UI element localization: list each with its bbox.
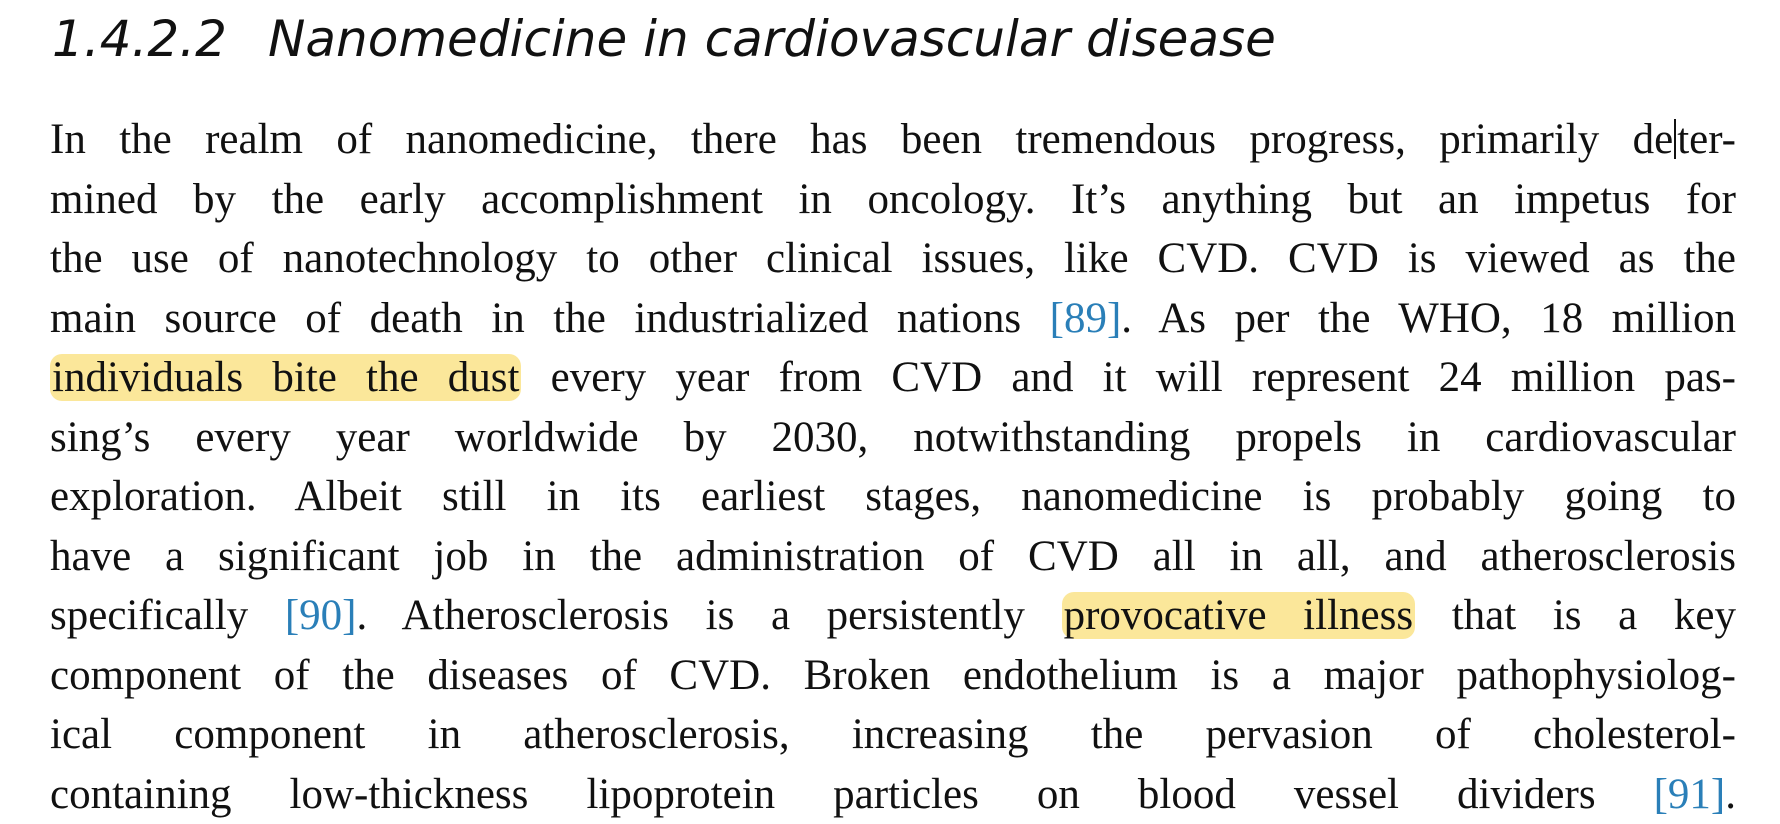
text-run: . As per the WHO, 18 million: [1121, 295, 1736, 342]
text-line: [50, 646, 1736, 706]
citation-link[interactable]: [91]: [1654, 771, 1726, 818]
text-line: [50, 170, 1736, 230]
text-run: containing low-thickness lipoprotein particles on blood vessel dividers: [50, 771, 1654, 818]
section-heading: [52, 10, 1276, 68]
text-line: [50, 408, 1736, 468]
text-line: [50, 229, 1736, 289]
text-line: [50, 527, 1736, 587]
text-line: [50, 765, 1736, 824]
text-run: ical component in atherosclerosis, increasing the pervasion of cholesterol-: [50, 711, 1736, 758]
text-run: specifically: [50, 592, 285, 639]
text-run: the use of nanotechnology to other clinical issues, like CVD. CVD is viewed as the: [50, 235, 1736, 282]
text-run: .: [1725, 771, 1736, 818]
citation-link[interactable]: [90]: [285, 592, 357, 639]
text-run: mined by the early accomplishment in oncology. It’s anything but an impetus for: [50, 176, 1736, 223]
text-run: . Atherosclerosis is a persistently: [356, 592, 1061, 639]
text-line: [50, 586, 1736, 646]
text-run: sing’s every year worldwide by 2030, notwithstanding propels in cardiovascular: [50, 414, 1736, 461]
text-run: every year from CVD and it will represent 24 million pas-: [521, 354, 1736, 401]
text-line: [50, 705, 1736, 765]
section-number: 1.4.2.2: [52, 10, 268, 68]
text-run: have a significant job in the administration of CVD all in all, and atherosclerosis: [50, 533, 1736, 580]
text-line: [50, 289, 1736, 349]
text-line: [50, 467, 1736, 527]
body-paragraph: [50, 110, 1736, 824]
text-cursor: [1674, 119, 1676, 159]
text-run: that is a key: [1415, 592, 1736, 639]
text-run: In the realm of nanomedicine, there has been tremendous progress, primarily de: [50, 116, 1673, 163]
text-line: [50, 110, 1736, 170]
section-title: Nanomedicine in cardiovascular disease: [268, 10, 1276, 68]
text-run: main source of death in the industrialized nations: [50, 295, 1050, 342]
text-run: ter-: [1677, 116, 1736, 163]
text-run: exploration. Albeit still in its earliest stages, nanomedicine is probably going to: [50, 473, 1736, 520]
citation-link[interactable]: [89]: [1050, 295, 1122, 342]
highlighted-text[interactable]: individuals bite the dust: [50, 354, 521, 401]
text-line: [50, 348, 1736, 408]
text-run: component of the diseases of CVD. Broken endothelium is a major pathophysiolog-: [50, 652, 1736, 699]
highlighted-text[interactable]: provocative illness: [1062, 592, 1416, 639]
